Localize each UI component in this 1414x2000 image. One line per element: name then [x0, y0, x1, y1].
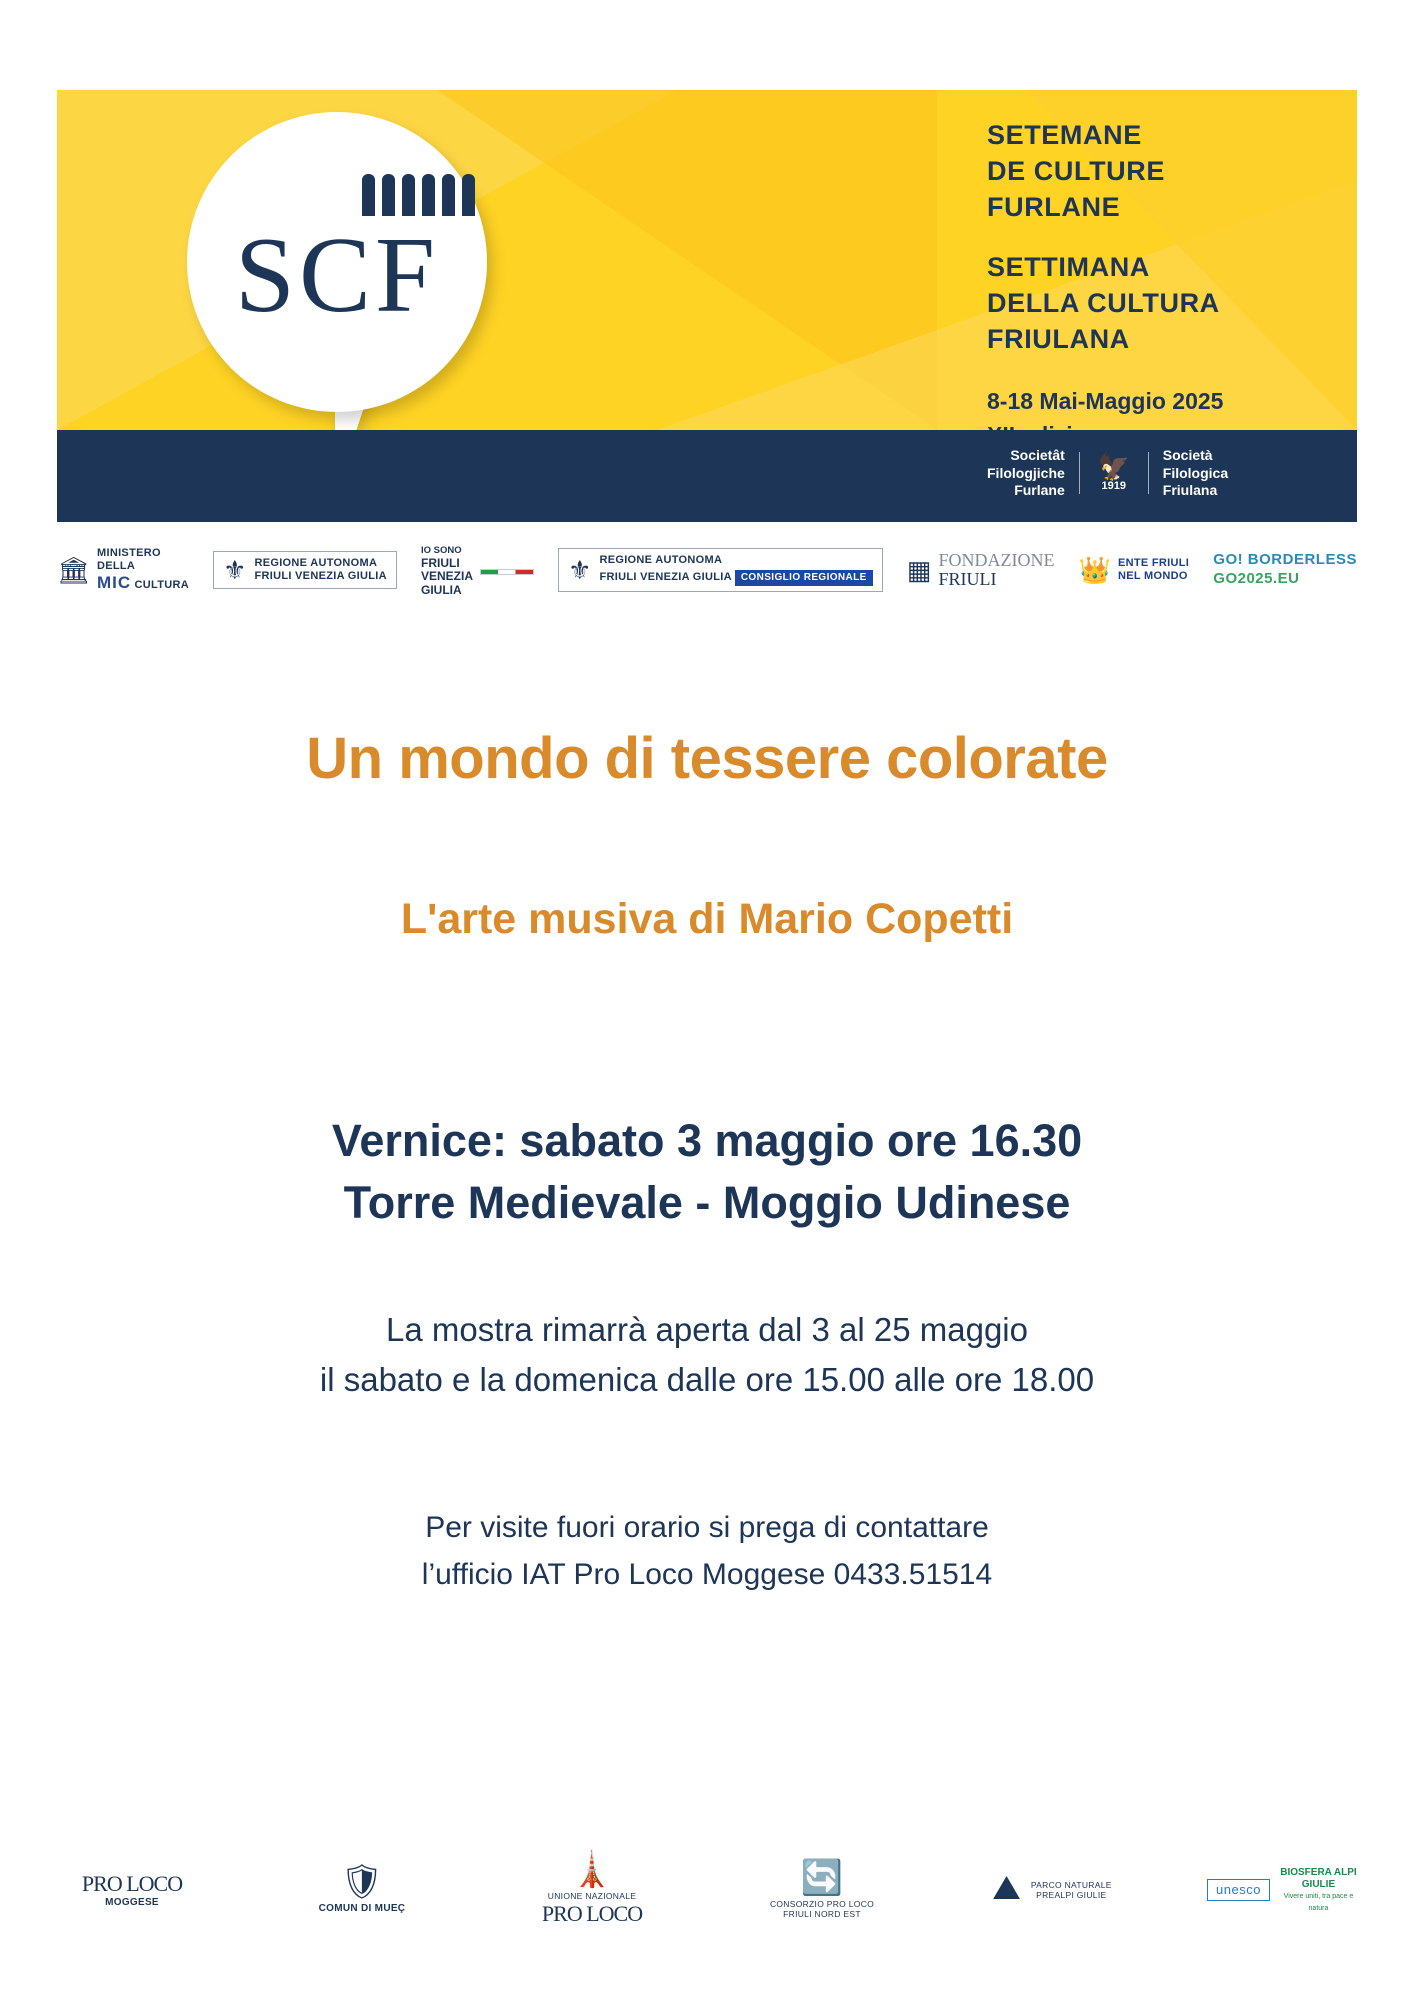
exhibition-dates: La mostra rimarrà aperta dal 3 al 25 maggio: [386, 1311, 1028, 1348]
ente-seal-icon: 👑: [1078, 555, 1111, 585]
title-ita-line-1: SETTIMANA: [987, 251, 1150, 282]
contact-info: [0, 1505, 1414, 1598]
sponsor-ministero-line-1: MINISTERO: [97, 546, 161, 559]
scf-logo: [187, 112, 487, 412]
bottom-sponsor-strip: [57, 1830, 1357, 1950]
sponsor-consorzio-pro-loco-fne: [747, 1858, 897, 1919]
scf-logo-text: SCF: [234, 216, 440, 335]
eagle-globe-icon: 🗼: [570, 1850, 614, 1889]
sponsor-ministero-line-3: CULTURA: [134, 578, 189, 591]
sponsor-consiglio-line-2: FRIULI VENEZIA GIULIA: [599, 571, 732, 584]
sponsor-go-line-2: GO2025.EU: [1213, 570, 1300, 587]
sponsor-regione-text: [254, 557, 386, 583]
pro-loco-wordmark: PRO LOCO: [81, 1870, 183, 1896]
biosfera-label: BIOSFERA ALPI GIULIE: [1280, 1867, 1357, 1890]
exhibition-weekly-hours: il sabato e la domenica dalle ore 15.00 alle ore 18.00: [319, 1360, 1095, 1398]
comune-coat-of-arms-icon: 🛡: [340, 1863, 384, 1901]
banner-titles: [987, 118, 1223, 452]
sponsor-go-line-1: GO! BORDERLESS: [1213, 551, 1357, 569]
sponsor-consiglio-text: [599, 554, 872, 586]
title-fur-line-1: SETEMANE: [987, 120, 1142, 150]
sponsor-parco-label-2: PREALPI GIULIE: [1036, 1890, 1107, 1900]
sponsor-parco-label-1: PARCO NATURALE: [1030, 1879, 1112, 1890]
divider-2: [1148, 452, 1149, 494]
title-ita-line-2: DELLA CULTURA: [987, 287, 1220, 318]
italian-flag-bar-icon: [480, 569, 534, 575]
society-year: 1919: [1101, 480, 1127, 493]
sponsor-iosono-line-4: GIULIA: [421, 582, 462, 597]
title-ita-line-3: FRIULANA: [987, 323, 1130, 354]
sponsor-regione-line-2: FRIULI VENEZIA GIULIA: [254, 570, 387, 582]
sponsor-fondazione-friuli: [907, 551, 1055, 589]
sponsor-go-text: [1213, 551, 1357, 589]
sponsor-pro-loco-moggese-label: MOGGESE: [105, 1897, 159, 1909]
sponsor-ente-line-1: ENTE FRIULI: [1118, 556, 1190, 569]
sponsor-iosono-line-3: VENEZIA: [421, 569, 474, 584]
biosfera-tagline: Vivere uniti, tra pace e natura: [1283, 1893, 1354, 1912]
sponsor-unpli-label-1: UNIONE NAZIONALE: [547, 1890, 637, 1901]
opening-datetime: Vernice: sabato 3 maggio ore 16.30: [331, 1115, 1083, 1166]
sponsor-fondazione-line-2: FRIULI: [938, 569, 997, 589]
consorzio-swirl-icon: 🔄: [800, 1858, 844, 1897]
sponsor-go-borderless: [1213, 551, 1357, 589]
sponsor-unione-nazionale-pro-loco: [517, 1850, 667, 1928]
title-fur-line-3: FURLANE: [987, 191, 1121, 222]
top-sponsor-strip: [57, 535, 1357, 605]
columns-icon: [362, 174, 475, 216]
sponsor-pro-loco-moggese: [57, 1871, 207, 1909]
societa-filologica-fur: [987, 447, 1065, 500]
title-fur-line-2: DE CULTURE: [987, 155, 1165, 186]
opening-venue: Torre Medievale - Moggio Udinese: [343, 1177, 1071, 1229]
sf-fur-2: Filologjiche: [987, 464, 1065, 481]
societa-filologica-ita: [1163, 447, 1228, 500]
sponsor-consiglio-line-1: REGIONE AUTONOMA: [599, 553, 723, 566]
consiglio-crest-icon: ⚜: [568, 555, 592, 585]
sponsor-regione-line-1: REGIONE AUTONOMA: [254, 556, 378, 569]
societa-filologica-logo: [987, 447, 1228, 500]
sponsor-consiglio-regionale: [558, 548, 883, 592]
sf-ita-1: Società: [1162, 447, 1213, 463]
contact-line-2: l’ufficio IAT Pro Loco Moggese 0433.51514: [421, 1557, 993, 1591]
sponsor-unpli-label-2: PRO LOCO: [541, 1900, 643, 1926]
sponsor-ente-text: [1118, 557, 1189, 583]
classical-building-icon: 🏛: [57, 554, 91, 585]
opening-details: [0, 1110, 1414, 1234]
poster-subtitle: L'arte musiva di Mario Copetti: [400, 895, 1014, 943]
sponsor-parco-label: [1031, 1880, 1112, 1900]
sf-fur-1: Societât: [1010, 447, 1065, 463]
sponsor-consorzio-label-2: FRIULI NORD EST: [783, 1909, 861, 1919]
sponsor-unesco-biosfera: [1207, 1867, 1357, 1913]
event-date-range: 8-18 Mai-Maggio 2025: [987, 388, 1224, 415]
sponsor-consiglio-badge: CONSIGLIO REGIONALE: [735, 570, 873, 586]
sponsor-comun-di-muec: [287, 1865, 437, 1915]
sf-ita-3: Friulana: [1162, 482, 1218, 498]
sponsor-iosono-line-2: FRIULI: [421, 555, 460, 570]
unesco-logo: unesco: [1207, 1879, 1270, 1901]
sponsor-ente-line-2: NEL MONDO: [1118, 570, 1188, 582]
sponsor-iosono-text: [421, 543, 473, 597]
sponsor-fondazione-text: [938, 551, 1054, 589]
sponsor-comun-di-muec-label: COMUN DI MUEÇ: [318, 1903, 406, 1914]
sponsor-consorzio-label-1: CONSORZIO PRO LOCO: [769, 1898, 875, 1909]
biosfera-logo: [1280, 1867, 1357, 1913]
sf-ita-2: Filologica: [1162, 464, 1229, 481]
event-banner: [57, 90, 1357, 522]
sponsor-fondazione-line-1: FONDAZIONE: [938, 550, 1055, 571]
eagle-glyph: 🦅: [1097, 452, 1130, 483]
banner-yellow-field: [57, 90, 1357, 430]
sponsor-regione-autonoma-fvg: [213, 551, 397, 589]
sponsor-ministero-text: [97, 547, 189, 594]
sponsor-mic-abbr: MIC: [97, 572, 132, 592]
sponsor-parco-prealpi-giulie: [977, 1871, 1127, 1909]
mountain-park-icon: ⛰: [992, 1869, 1021, 1907]
divider: [1079, 452, 1080, 494]
exhibition-hours: [0, 1305, 1414, 1404]
sponsor-iosono-line-1: IO SONO: [421, 545, 462, 557]
fondazione-mark-icon: ▦: [906, 555, 932, 585]
sponsor-io-sono-fvg: [421, 543, 534, 597]
sf-fur-3: Furlane: [1014, 482, 1065, 498]
sponsor-ministero-della-cultura: [57, 547, 189, 594]
poster-title: Un mondo di tessere colorate: [306, 726, 1108, 791]
regione-crest-icon: ⚜: [223, 555, 247, 585]
sponsor-ministero-line-2: DELLA: [97, 559, 136, 572]
sponsor-ente-friuli-nel-mondo: [1079, 557, 1190, 583]
eagle-crest-icon: [1094, 454, 1134, 492]
contact-line-1: Per visite fuori orario si prega di contattare: [425, 1511, 989, 1544]
